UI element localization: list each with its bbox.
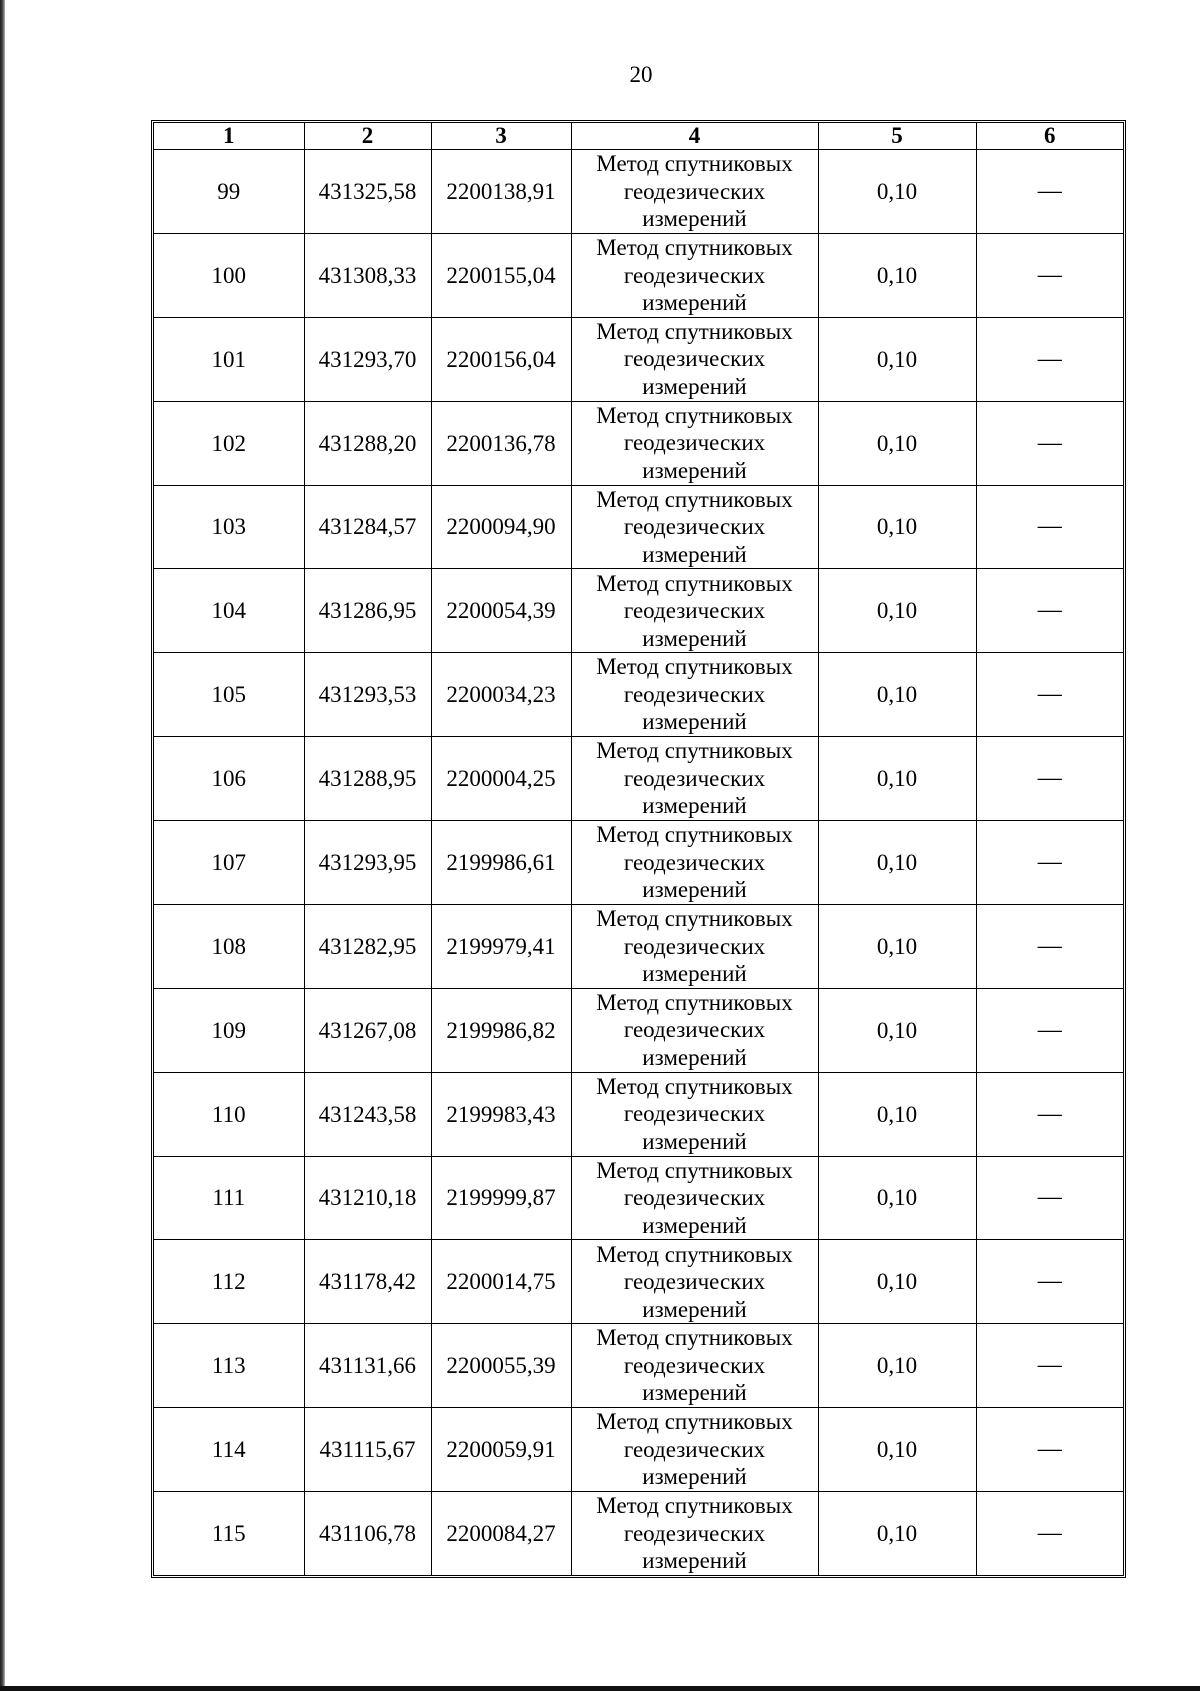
point-number-cell: 114: [154, 1408, 304, 1492]
point-number-cell: 101: [154, 317, 304, 401]
point-number-cell: 103: [154, 485, 304, 569]
point-number-cell: 111: [154, 1156, 304, 1240]
y-coordinate-cell: 2200136,78: [431, 401, 571, 485]
x-coordinate-cell: 431178,42: [304, 1240, 431, 1324]
y-coordinate-cell: 2200034,23: [431, 653, 571, 737]
point-number-cell: 110: [154, 1072, 304, 1156]
accuracy-cell: 0,10: [818, 904, 976, 988]
method-cell: Метод спутниковых геодезических измерений: [571, 1156, 818, 1240]
table-header-row: [154, 123, 1123, 150]
table-row: [154, 988, 1123, 1072]
accuracy-cell: 0,10: [818, 1156, 976, 1240]
note-cell: —: [976, 1156, 1123, 1240]
x-coordinate-cell: 431288,20: [304, 401, 431, 485]
point-number-cell: 113: [154, 1324, 304, 1408]
y-coordinate-cell: 2200059,91: [431, 1408, 571, 1492]
accuracy-cell: 0,10: [818, 1324, 976, 1408]
accuracy-cell: 0,10: [818, 988, 976, 1072]
method-cell: Метод спутниковых геодезических измерений: [571, 821, 818, 905]
x-coordinate-cell: 431106,78: [304, 1492, 431, 1576]
page-number: 20: [629, 62, 653, 87]
column-header-2: 2: [304, 123, 431, 150]
y-coordinate-cell: 2200014,75: [431, 1240, 571, 1324]
table-row: [154, 904, 1123, 988]
table-row: [154, 821, 1123, 905]
note-cell: —: [976, 1072, 1123, 1156]
note-cell: —: [976, 485, 1123, 569]
scan-edge-left: [0, 0, 5, 1691]
method-cell: Метод спутниковых геодезических измерений: [571, 485, 818, 569]
table-row: [154, 233, 1123, 317]
table-row: [154, 485, 1123, 569]
method-cell: Метод спутниковых геодезических измерений: [571, 401, 818, 485]
note-cell: —: [976, 1324, 1123, 1408]
note-cell: —: [976, 737, 1123, 821]
x-coordinate-cell: 431210,18: [304, 1156, 431, 1240]
method-cell: Метод спутниковых геодезических измерений: [571, 904, 818, 988]
coordinates-table: [154, 123, 1123, 1575]
table-row: [154, 1072, 1123, 1156]
table-row: [154, 1408, 1123, 1492]
y-coordinate-cell: 2200004,25: [431, 737, 571, 821]
y-coordinate-cell: 2199979,41: [431, 904, 571, 988]
accuracy-cell: 0,10: [818, 317, 976, 401]
accuracy-cell: 0,10: [818, 653, 976, 737]
method-cell: Метод спутниковых геодезических измерений: [571, 1408, 818, 1492]
accuracy-cell: 0,10: [818, 233, 976, 317]
accuracy-cell: 0,10: [818, 401, 976, 485]
x-coordinate-cell: 431282,95: [304, 904, 431, 988]
table-row: [154, 1492, 1123, 1576]
y-coordinate-cell: 2199986,82: [431, 988, 571, 1072]
point-number-cell: 106: [154, 737, 304, 821]
accuracy-cell: 0,10: [818, 1240, 976, 1324]
note-cell: —: [976, 233, 1123, 317]
table-row: [154, 1324, 1123, 1408]
table-row: [154, 737, 1123, 821]
table-row: [154, 569, 1123, 653]
x-coordinate-cell: 431131,66: [304, 1324, 431, 1408]
note-cell: —: [976, 988, 1123, 1072]
note-cell: —: [976, 401, 1123, 485]
method-cell: Метод спутниковых геодезических измерений: [571, 988, 818, 1072]
method-cell: Метод спутниковых геодезических измерений: [571, 150, 818, 234]
x-coordinate-cell: 431325,58: [304, 150, 431, 234]
x-coordinate-cell: 431293,53: [304, 653, 431, 737]
accuracy-cell: 0,10: [818, 569, 976, 653]
table-row: [154, 317, 1123, 401]
point-number-cell: 107: [154, 821, 304, 905]
point-number-cell: 112: [154, 1240, 304, 1324]
point-number-cell: 115: [154, 1492, 304, 1576]
table-row: [154, 1156, 1123, 1240]
x-coordinate-cell: 431284,57: [304, 485, 431, 569]
x-coordinate-cell: 431308,33: [304, 233, 431, 317]
accuracy-cell: 0,10: [818, 1072, 976, 1156]
method-cell: Метод спутниковых геодезических измерений: [571, 1324, 818, 1408]
accuracy-cell: 0,10: [818, 1408, 976, 1492]
table-body: [154, 150, 1123, 1576]
column-header-1: 1: [154, 123, 304, 150]
point-number-cell: 100: [154, 233, 304, 317]
coordinates-table-frame: [151, 120, 1126, 1578]
accuracy-cell: 0,10: [818, 737, 976, 821]
table-row: [154, 401, 1123, 485]
column-header-5: 5: [818, 123, 976, 150]
scan-edge-bottom: [0, 1686, 1200, 1691]
note-cell: —: [976, 904, 1123, 988]
column-header-3: 3: [431, 123, 571, 150]
accuracy-cell: 0,10: [818, 485, 976, 569]
note-cell: —: [976, 150, 1123, 234]
x-coordinate-cell: 431243,58: [304, 1072, 431, 1156]
table-row: [154, 1240, 1123, 1324]
y-coordinate-cell: 2200054,39: [431, 569, 571, 653]
method-cell: Метод спутниковых геодезических измерений: [571, 1072, 818, 1156]
point-number-cell: 105: [154, 653, 304, 737]
note-cell: —: [976, 569, 1123, 653]
method-cell: Метод спутниковых геодезических измерений: [571, 233, 818, 317]
y-coordinate-cell: 2200138,91: [431, 150, 571, 234]
accuracy-cell: 0,10: [818, 821, 976, 905]
note-cell: —: [976, 1240, 1123, 1324]
y-coordinate-cell: 2199986,61: [431, 821, 571, 905]
method-cell: Метод спутниковых геодезических измерений: [571, 737, 818, 821]
note-cell: —: [976, 317, 1123, 401]
method-cell: Метод спутниковых геодезических измерений: [571, 1492, 818, 1576]
point-number-cell: 102: [154, 401, 304, 485]
y-coordinate-cell: 2199983,43: [431, 1072, 571, 1156]
x-coordinate-cell: 431115,67: [304, 1408, 431, 1492]
y-coordinate-cell: 2200156,04: [431, 317, 571, 401]
x-coordinate-cell: 431267,08: [304, 988, 431, 1072]
note-cell: —: [976, 1492, 1123, 1576]
x-coordinate-cell: 431288,95: [304, 737, 431, 821]
y-coordinate-cell: 2200055,39: [431, 1324, 571, 1408]
note-cell: —: [976, 1408, 1123, 1492]
y-coordinate-cell: 2200155,04: [431, 233, 571, 317]
accuracy-cell: 0,10: [818, 1492, 976, 1576]
x-coordinate-cell: 431293,95: [304, 821, 431, 905]
y-coordinate-cell: 2200084,27: [431, 1492, 571, 1576]
x-coordinate-cell: 431293,70: [304, 317, 431, 401]
point-number-cell: 108: [154, 904, 304, 988]
method-cell: Метод спутниковых геодезических измерений: [571, 569, 818, 653]
accuracy-cell: 0,10: [818, 150, 976, 234]
y-coordinate-cell: 2199999,87: [431, 1156, 571, 1240]
column-header-6: 6: [976, 123, 1123, 150]
point-number-cell: 104: [154, 569, 304, 653]
method-cell: Метод спутниковых геодезических измерений: [571, 653, 818, 737]
method-cell: Метод спутниковых геодезических измерений: [571, 317, 818, 401]
method-cell: Метод спутниковых геодезических измерений: [571, 1240, 818, 1324]
note-cell: —: [976, 821, 1123, 905]
point-number-cell: 109: [154, 988, 304, 1072]
note-cell: —: [976, 653, 1123, 737]
x-coordinate-cell: 431286,95: [304, 569, 431, 653]
column-header-4: 4: [571, 123, 818, 150]
table-row: [154, 653, 1123, 737]
table-row: [154, 150, 1123, 234]
point-number-cell: 99: [154, 150, 304, 234]
y-coordinate-cell: 2200094,90: [431, 485, 571, 569]
